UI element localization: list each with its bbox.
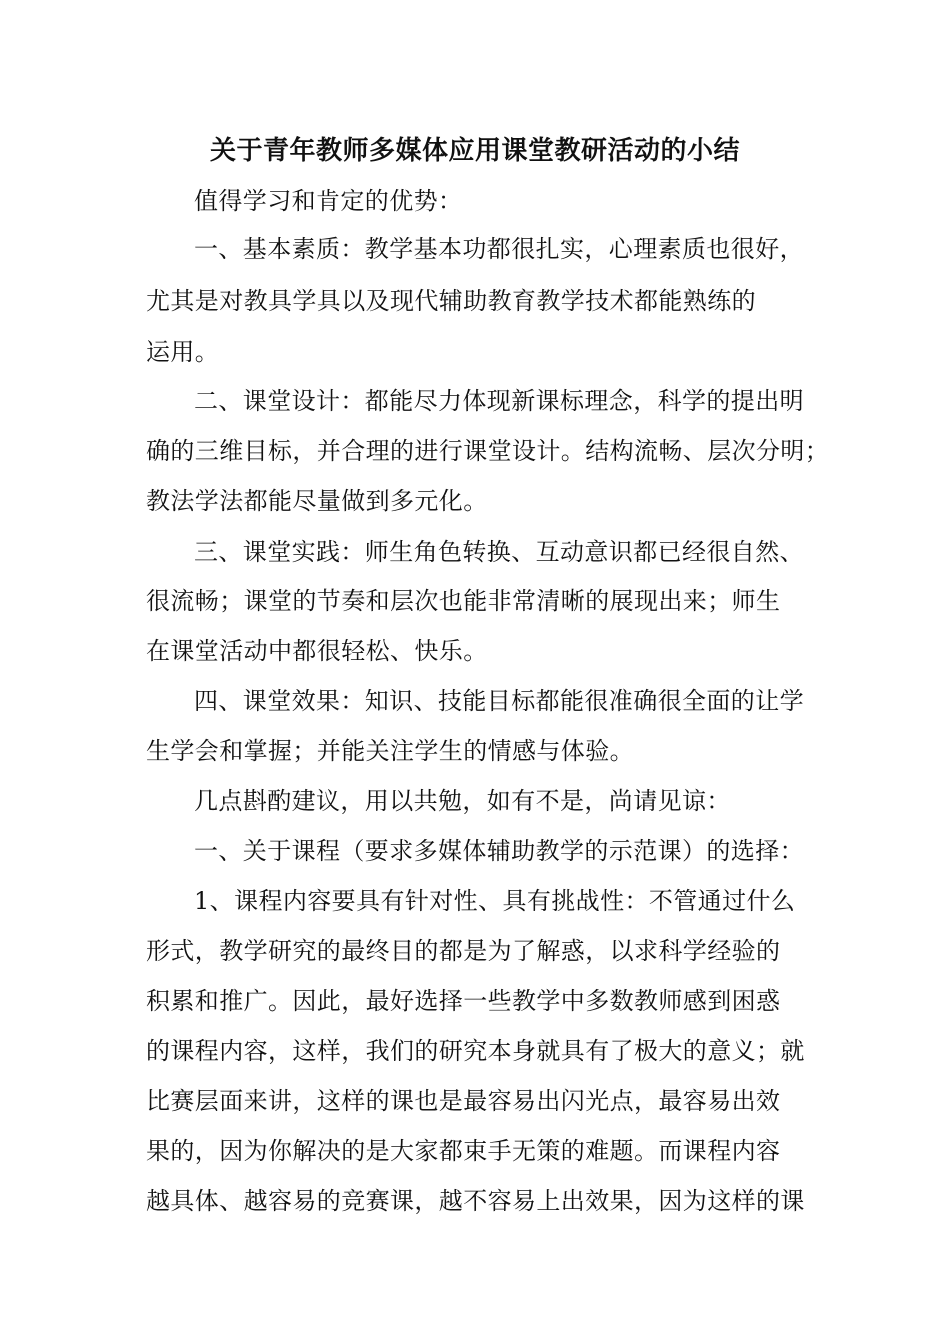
- text-line: 越具体、越容易的竞赛课，越不容易上出效果，因为这样的课: [146, 1187, 805, 1215]
- text-line: 果的，因为你解决的是大家都束手无策的难题。而课程内容: [146, 1137, 781, 1165]
- text-line: 教法学法都能尽量做到多元化。: [146, 487, 488, 515]
- text-line: 值得学习和肯定的优势：: [194, 187, 463, 215]
- text-line: 的课程内容，这样，我们的研究本身就具有了极大的意义；就: [146, 1037, 805, 1065]
- text-line: 生学会和掌握；并能关注学生的情感与体验。: [146, 737, 634, 765]
- text-line: 四、课堂效果：知识、技能目标都能很准确很全面的让学: [194, 687, 804, 715]
- text-line: 积累和推广。因此，最好选择一些教学中多数教师感到困惑: [146, 987, 781, 1015]
- text-line: 1、课程内容要具有针对性、具有挑战性：不管通过什么: [194, 887, 796, 915]
- text-line: 一、基本素质：教学基本功都很扎实，心理素质也很好，: [194, 235, 804, 263]
- text-line: 在课堂活动中都很轻松、快乐。: [146, 637, 488, 665]
- document-title: 关于青年教师多媒体应用课堂教研活动的小结: [209, 136, 740, 166]
- text-line: 确的三维目标，并合理的进行课堂设计。结构流畅、层次分明；: [146, 437, 830, 465]
- text-line: 尤其是对教具学具以及现代辅助教育教学技术都能熟练的: [146, 287, 756, 315]
- text-line: 运用。: [146, 338, 220, 366]
- text-line: 几点斟酌建议，用以共勉，如有不是，尚请见谅：: [194, 787, 731, 815]
- text-line: 形式，教学研究的最终目的都是为了解惑，以求科学经验的: [146, 937, 781, 965]
- text-line: 很流畅；课堂的节奏和层次也能非常清晰的展现出来；师生: [146, 587, 781, 615]
- text-line: 三、课堂实践：师生角色转换、互动意识都已经很自然、: [194, 538, 804, 566]
- text-line: 二、课堂设计：都能尽力体现新课标理念，科学的提出明: [194, 387, 804, 415]
- text-line: 比赛层面来讲，这样的课也是最容易出闪光点，最容易出效: [146, 1087, 781, 1115]
- text-line: 一、关于课程（要求多媒体辅助教学的示范课）的选择：: [194, 837, 804, 865]
